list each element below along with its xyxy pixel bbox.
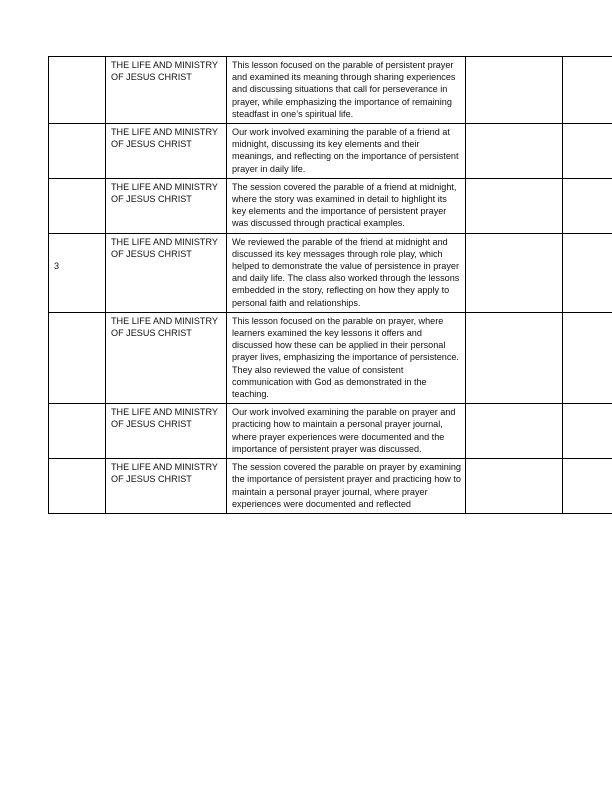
- topic-cell: THE LIFE AND MINISTRY OF JESUS CHRIST: [106, 404, 227, 459]
- week-cell: [49, 124, 106, 179]
- lesson-log-table: [48, 56, 612, 514]
- topic-cell: THE LIFE AND MINISTRY OF JESUS CHRIST: [106, 459, 227, 514]
- description-cell: Our work involved examining the parable on prayer and practicing how to maintain a personal prayer journal, where prayer experiences were documented and the importance of persistent prayer was discussed.: [227, 404, 466, 459]
- table-row: [49, 57, 612, 124]
- week-cell: [49, 459, 106, 514]
- empty-cell-1: [466, 404, 563, 459]
- empty-cell-1: [466, 178, 563, 233]
- description-cell: This lesson focused on the parable on prayer, where learners examined the key lessons it offers and discussed how these can be applied in their personal prayer lives, emphasizing the importance of persistence. They also reviewed the value of consistent communication with God as demonstrated in the teaching.: [227, 312, 466, 403]
- table-row: [49, 178, 612, 233]
- description-cell: The session covered the parable of a friend at midnight, where the story was examined in detail to highlight its key elements and the importance of persistent prayer was discussed through practical examples.: [227, 178, 466, 233]
- table-row: [49, 459, 612, 514]
- empty-cell-2: [563, 459, 612, 514]
- empty-cell-1: [466, 233, 563, 312]
- empty-cell-2: [563, 404, 612, 459]
- empty-cell-1: [466, 124, 563, 179]
- description-cell: This lesson focused on the parable of persistent prayer and examined its meaning through sharing experiences and discussing situations that call for perseverance in prayer, while emphasizing the importance of remaining steadfast in one’s spiritual life.: [227, 57, 466, 124]
- description-cell: We reviewed the parable of the friend at midnight and discussed its key messages through role play, which helped to demonstrate the value of persistence in prayer and daily life. The class also worked through the lessons embedded in the story, reflecting on how they apply to personal faith and relationships.: [227, 233, 466, 312]
- week-cell: [49, 233, 106, 312]
- table-row: [49, 404, 612, 459]
- lesson-log-body: [49, 57, 612, 514]
- empty-cell-2: [563, 233, 612, 312]
- empty-cell-1: [466, 57, 563, 124]
- table-row: [49, 233, 612, 312]
- empty-cell-2: [563, 178, 612, 233]
- description-cell: Our work involved examining the parable of a friend at midnight, discussing its key elements and their meanings, and reflecting on the importance of persistent prayer in daily life.: [227, 124, 466, 179]
- topic-cell: THE LIFE AND MINISTRY OF JESUS CHRIST: [106, 124, 227, 179]
- week-cell: [49, 57, 106, 124]
- empty-cell-2: [563, 312, 612, 403]
- empty-cell-2: [563, 57, 612, 124]
- topic-cell: THE LIFE AND MINISTRY OF JESUS CHRIST: [106, 312, 227, 403]
- week-number: 3: [54, 260, 60, 271]
- week-cell: [49, 178, 106, 233]
- week-cell: [49, 312, 106, 403]
- empty-cell-1: [466, 312, 563, 403]
- table-row: [49, 312, 612, 403]
- topic-cell: THE LIFE AND MINISTRY OF JESUS CHRIST: [106, 57, 227, 124]
- empty-cell-2: [563, 124, 612, 179]
- topic-cell: THE LIFE AND MINISTRY OF JESUS CHRIST: [106, 233, 227, 312]
- empty-cell-1: [466, 459, 563, 514]
- topic-cell: THE LIFE AND MINISTRY OF JESUS CHRIST: [106, 178, 227, 233]
- description-cell: The session covered the parable on prayer by examining the importance of persistent prayer and practicing how to maintain a personal prayer journal, where prayer experiences were documented and reflected: [227, 459, 466, 514]
- table-row: [49, 124, 612, 179]
- week-cell: [49, 404, 106, 459]
